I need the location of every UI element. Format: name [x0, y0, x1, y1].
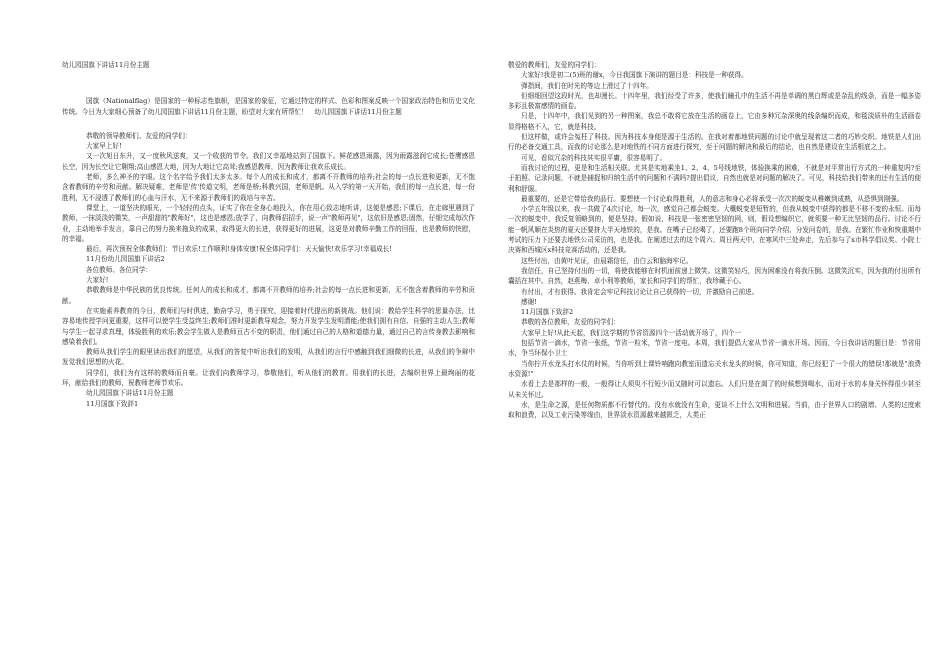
speech-paragraph: 而我讨论的过程，更是和生活相关联。尤其是实地乘坐1、2、4、5号线地铁，体验换乘的困难，不就是对平常出行方式的一种重复吗?至于拍照、记录问题，不就是捕捉和归纳生活中的问题和不满吗?提出倡议，自然也就是对问题的解决了。可见，科技给我们带来的还有生活的便利和舒服。: [508, 163, 921, 193]
speech1-paragraph: 又一次旭日东升，又一度秋风送爽，又一个收获的节令。我们又幸福地站到了国旗下。鲜花感恩雨露，因为雨露滋润它成长;苍鹰感恩长空，因为长空让它翱翔;高山感恩大地，因为大地让它高耸;我感恩教师，因为教师让我欢乐成长。: [62, 152, 475, 171]
speech1-paragraph: 最后，再次预祝全体教师们：节日欢乐!工作顺利!身体安康!祝全体同学们：天天愉快!欢乐学习!幸福成长!: [86, 245, 393, 254]
speech2-paragraph: 恭敬教师是中华民族的优良传统。任何人的成长和成才，都离不开教师的培养;社会的每一点长进和更新，无不饱含着教师的辛劳和贡献。: [62, 286, 475, 305]
speech-paragraph: 可见，看似冗杂的科技其实很平庸，很容易明了。: [521, 153, 667, 162]
speech2-salutation: 各位教师、各位同学：: [86, 265, 152, 274]
speech-thanks: 感谢!: [521, 297, 537, 306]
left-column: [62, 0, 475, 409]
speech-paragraph: 只是，十四年中，我们见到的另一种图案，我总不敢将它放在生活的画卷上，它由多种冗杂深奥的线条编织而成，和毯淡质朴的生活画卷显得格格不入，它，就是科技。: [508, 112, 921, 131]
speech1-salutation: 恭敬的领导教师们、友爱的同学们：: [86, 131, 192, 140]
intro-paragraph: 国旗（Nationalflag）是国家的一种标志性旗帜，是国家的象征，它通过特定的样式、色彩和图案反映一个国家政治特色和历史文化传统。今日为大家细心预备了幼儿园国旗下讲话11月份主题，盼望对大家有所帮忙！ 幼儿园国旗下讲话11月份主题: [62, 97, 475, 116]
speech2-paragraph: 大家早上好!从此天起，我们这学期的节省资源四个一活动就开场了，四个一: [521, 328, 742, 337]
speech1-greeting: 大家早上好!: [86, 142, 122, 151]
speech1-paragraph: 课堂上，一道坚决的眼光，一个轻轻的点头，证实了你在全身心地投入，你在用心致志地听讲，这便是感恩;下课后，在走廊里遇到了教师，一抹淡淡的微笑，一声甜甜的"教师好"，这也是感恩;放学了，向教师招招手，说一声"教师再见"，这依旧是感恩;固然，仔细完成每次作业，主动地举手发言，靠自己的努力换来拖负的成果，取得更大的长进，获得更好的进展，这更是对教师辛勤工作的回报，也是教师的快慰，的幸福。: [62, 203, 475, 243]
document-title: 幼儿园国旗下讲话11月份主题: [62, 61, 150, 69]
speech-paragraph: 这些付出，由黄叶见证，由晨霜信任，由白云和脑海牢记。: [521, 256, 693, 265]
speech2-paragraph: 当你拧开水龙头打水仗的时候，当你听到上课铃响跑向教室而遗忘关水龙头的时候，你可知道，你已经犯了一个很大的错误!那就是"浪费水资源!": [508, 359, 921, 378]
speech2-paragraph: 包括节省一滴水，节省一张纸，节省一粒米，节省一度电。本周，我们提倡大家从节省一滴水开场。因而，今日我讲话的题目是：节省用水，争当环保小卫士: [508, 339, 921, 358]
speech-salutation: 敬爱的教师们，友爱的同学们：: [508, 61, 601, 69]
speech-paragraph: 但这样做，或许会冤枉了科技。因为科技本身便是源于生活的。在我对着都地铁问题的讨论中就呈现着这二者的巧妙交织。地铁是人们出行的必备交通工具，而我的讨论那么是对地铁的不同方面进行探究，至于问题的解决和最后的结论，也自然是建设在生活根底之上。: [508, 133, 921, 152]
speech2-greeting: 大家好!: [86, 276, 109, 285]
speech2-paragraph: 水看上去是那样的一般，一般得让人须臾不行短少而又随时可以遗忘。人们只是在渴了的时候想到喝水，而对于水的本身关怀得很少甚至从未关怀过。: [508, 380, 921, 399]
speech-paragraph: 但细细回望这段时光，也却漫长。十四年里，我们经受了许多，使我们瞳孔中的生活不再是单调的黑白辉或是杂乱的线条，而是一幅多姿多彩且极富感情的画卷。: [508, 91, 921, 111]
speech2-paragraph: 在实施素养教育的今日，教师们与时俱进，勤奋学习，勇于探究，迎接着时代提出的新挑战。他们说：教给学生科学的思量办法，比容易地传授学问更重要，这样可以使学生受益终生;教师们准时更新教导观念，努力开发学生发明潜能;使我们拥有自信、自强的主动人生;教师与学生一起寻求真理，体验胜利的欢乐;教会学生做人是教师亘古不变的职责，他们通过自己的人格和道德力量，通过自己的言传身教去影响和感染着我们。: [62, 306, 475, 346]
speech3-title: 幼儿园国旗下讲话11月份主题: [86, 389, 174, 398]
speech2-title: 11月份幼儿园国旗下讲话2: [86, 255, 165, 264]
speech-paragraph: 弹指间，我们在时光的等边上滑过了十四年。: [521, 81, 653, 90]
speech2-paragraph: 同学们，我们为有这样的教师而自豪。让我们向教师学习，恭敬他们，听从他们的教育。用我们的长进，去编织世界上最绚丽的花环，献给我们的教师，祝教师老师节欢乐。: [62, 368, 475, 388]
right-column: [508, 0, 921, 420]
speech-greeting: 大家好!我是初二(5)班的谢x，今日我国旗下演讲的题目是：科技是一种获得。: [521, 71, 748, 80]
speech2-title: 11月国旗下致辞2: [521, 308, 574, 317]
speech2-paragraph: 水，是生命之源，是任何物质都不行替代的。没有水就没有生命，更谈不上什么文明和进展。当前，由于世界人口的剧增、人类的过度索取和浪费，以及工业污染等缘由，世界淡水资源越来越匮乏，人类正: [508, 400, 921, 420]
speech-paragraph: 我信任，自己坚持付出的一切，将使我能够在时机面前递上微笑。这微笑轻巧，因为困难没有将我压倒。这微笑沉实，因为我的付出所有囊括在其中。自然，赵燕梅、卓小利等教师，家长和同学们的帮忙，我珍藏于心。: [508, 266, 921, 286]
speech2-paragraph: 教师从我们学生的眼里读出我们的愿望，从我们的答复中听出我们的发明，从我们的言行中感触到我们细微的长进，从我们的争辩中发觉我们思想的火花。: [62, 348, 475, 367]
speech-paragraph: 小学五年级以来，我一共做了4次讨论，每一次，感觉自己都会蜕变。大概蜕变是短暂的，但我从蜕变中获得的都是不移不变的永恒。而每一次的蜕变中，我反复领略到的，便是坚持。假如说，科技是一张密密坚韧的网，则，假设想编织它，就须要一种无比坚韧的品行。讨论不行能一帆风顺在炎热的夏天还要挤大半天地铁的，是我。在嘴子已经喝了，还要跑8个班向同学介绍、分发问卷的，是我。在繁忙作业和恢重期中考试的压力下还要去地铁公司采访的，也是我。在阐述过去的这个周六、周日两天中，在寒风中三处奔走，先后参与了x市科学倡议奖、小院士决赛和西城区x科技竞赛活动的，还是我。: [508, 205, 922, 255]
speech1-paragraph: 老师，多么神圣的字眼。这个名字给予我们太多太多。每个人的成长和成才，都离不开教师的培养;社会的每一点长进和更新，无不饱含着教师的辛劳和贡献。解决疑难，老师是'传'传道文明，老师是桥;科教兴国，老师是帆。从入学的第一天开始，我们的每一点长进，每一份胜利，无不浸透了教师们的心血与汗水，无不来源于教师们的栽培与辛苦。: [62, 173, 475, 202]
speech-paragraph: 最重要的，还是它带给我的品行。要想使一个讨论取得胜利，人的意志和身心必将承受一次次的蜕变从稚嫩到成熟，从恐惧到刚强。: [521, 194, 904, 203]
speech3-subtitle: 11月国旗下致辞1: [86, 399, 139, 408]
speech-paragraph: 有付出，才有获得。我肯定会牢记科技讨论让自己获得的一切，并激励自己前进。: [521, 287, 759, 296]
speech2-salutation: 恭敬的各位教师，友爱的同学们：: [521, 318, 620, 327]
